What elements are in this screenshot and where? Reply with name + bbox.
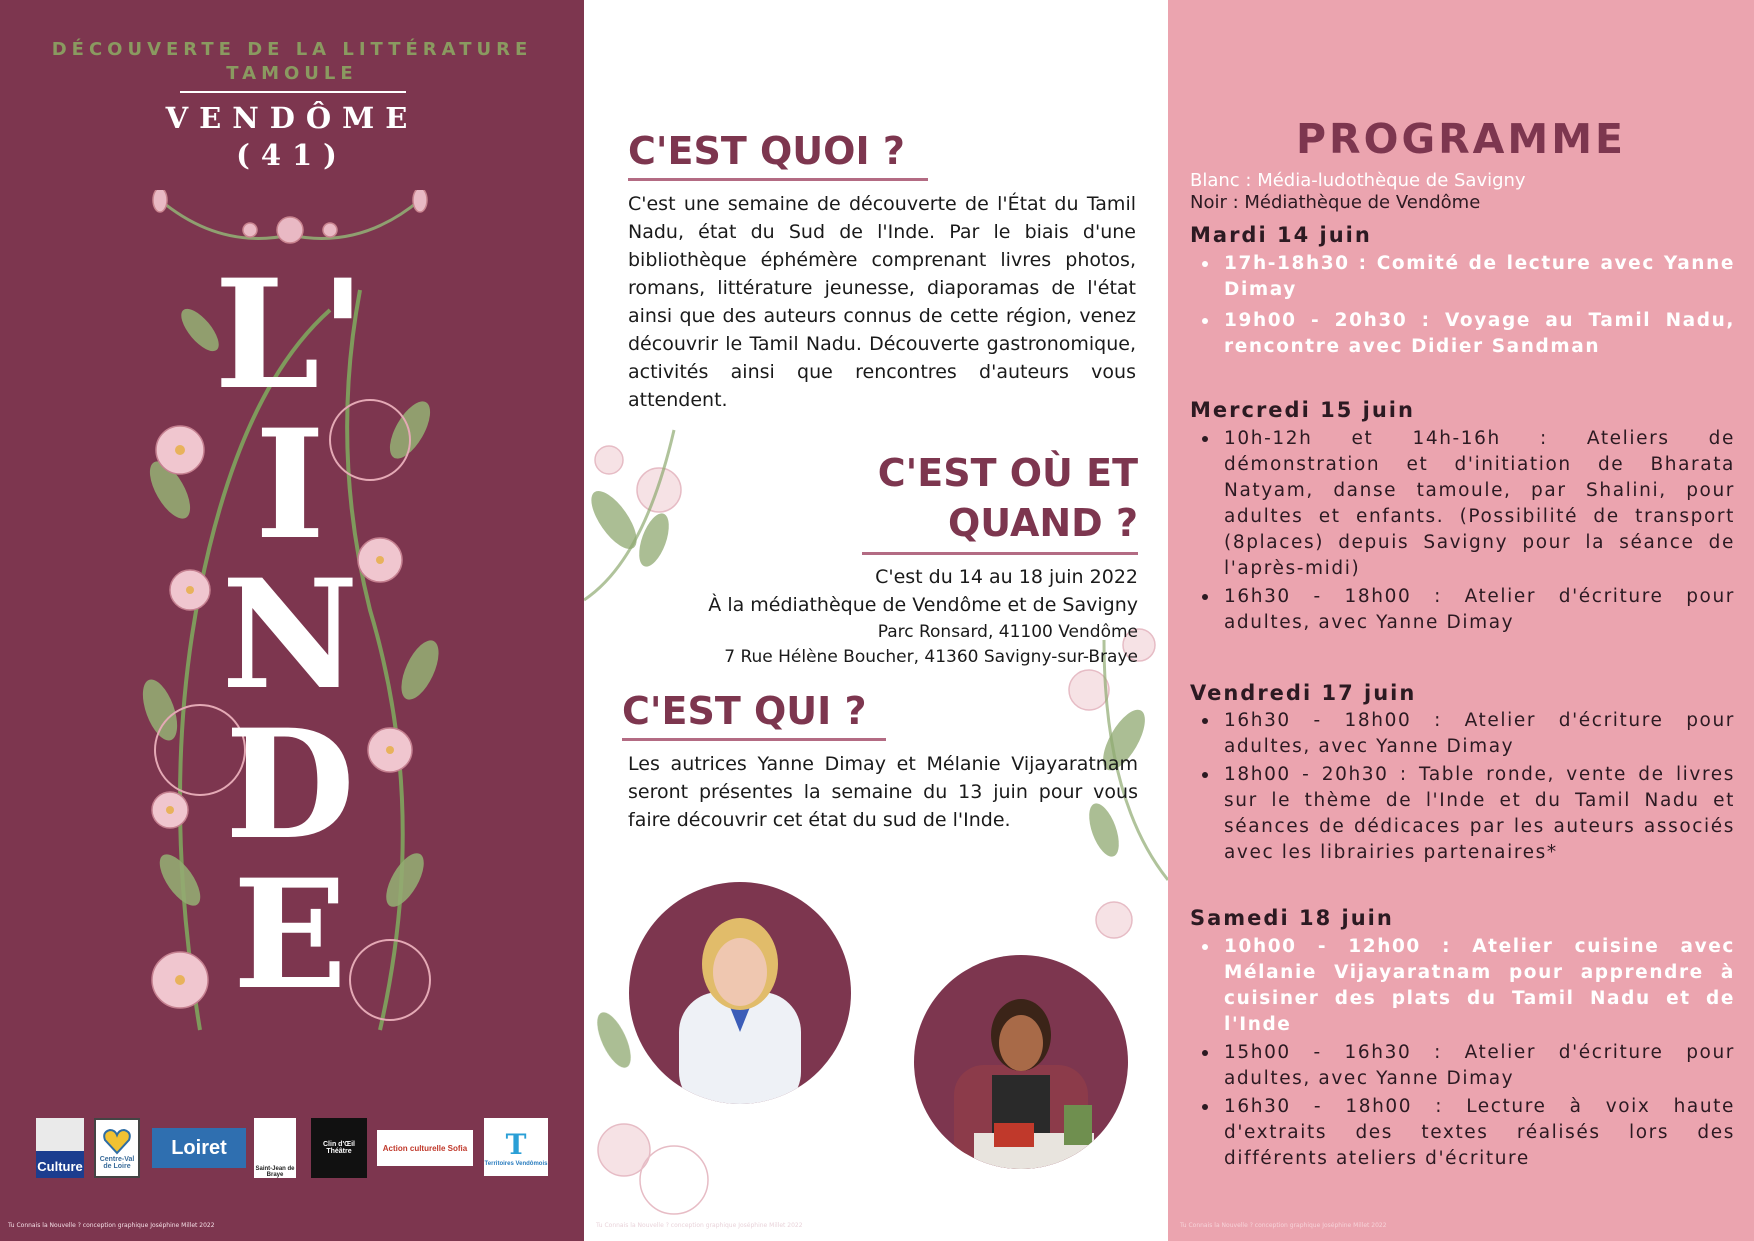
legend-black-venue: Noir : Médiathèque de Vendôme	[1190, 192, 1481, 213]
heading-underline	[862, 552, 1138, 555]
title-letter: L'	[214, 247, 366, 423]
legend-white-venue: Blanc : Média-ludothèque de Savigny	[1190, 170, 1526, 191]
title-letter: E	[232, 847, 348, 1023]
event-item: 18h00 - 20h30 : Table ronde, vente de livres sur le thème de l'Inde et du Tamil Nadu et séances de dédicaces par les auteurs associés avec les librairies partenaires*	[1190, 762, 1735, 866]
cover-credit: Tu Connais la Nouvelle ? conception graphique Joséphine Millet 2022	[8, 1222, 215, 1229]
logo-centre-val-de-loire: Centre-Val de Loire	[94, 1118, 140, 1178]
day-events	[1190, 708, 1735, 866]
logo-loiret: Loiret	[152, 1128, 246, 1168]
program-panel	[1168, 0, 1754, 1241]
logo-sofia: Action culturelle Sofia	[377, 1130, 473, 1166]
program-credit: Tu Connais la Nouvelle ? conception graphique Joséphine Millet 2022	[1180, 1222, 1387, 1229]
title-letter: D	[224, 697, 356, 873]
partner-logos	[36, 1118, 556, 1178]
where-heading-line1: C'EST OÙ ET	[877, 451, 1138, 495]
program-title: PROGRAMME	[1295, 115, 1627, 163]
section-heading-where-2	[948, 498, 1138, 548]
section-heading-who: C'EST QUI ?	[622, 689, 867, 733]
cover-subtitle: DÉCOUVERTE DE LA LITTÉRATURE TAMOULE	[51, 39, 533, 84]
logo-saint-jean-de-braye: Saint-Jean de Braye	[254, 1118, 296, 1178]
logo-culture: Culture	[36, 1118, 84, 1178]
where-dates: C'est du 14 au 18 juin 2022	[875, 566, 1138, 588]
heading-underline	[622, 738, 886, 741]
day-heading: Vendredi 17 juin	[1190, 681, 1417, 705]
day-heading: Mercredi 15 juin	[1190, 398, 1415, 422]
day-heading: Mardi 14 juin	[1190, 223, 1372, 247]
day-events	[1190, 934, 1735, 1172]
logo-territoires-vendomois: T Territoires Vendômois	[484, 1118, 548, 1176]
event-item: 15h00 - 16h30 : Atelier d'écriture pour adultes, avec Yanne Dimay	[1190, 1040, 1735, 1092]
city-department: (41)	[236, 138, 348, 172]
author-portrait	[914, 955, 1128, 1169]
author-portrait	[629, 882, 851, 1104]
where-address-savigny: 7 Rue Hélène Boucher, 41360 Savigny-sur-Braye	[724, 647, 1138, 667]
territoires-mark: T	[505, 1127, 527, 1161]
title-letter: N	[221, 547, 359, 723]
where-heading-line2: QUAND ?	[947, 501, 1138, 545]
city-name: VENDÔME	[165, 101, 419, 135]
cover-divider	[180, 91, 406, 93]
section-heading-where	[878, 448, 1138, 498]
heart-icon	[102, 1126, 132, 1156]
day-events	[1190, 251, 1735, 360]
cover-city	[140, 100, 444, 174]
author-photo-melanie-vijayaratnam	[914, 955, 1128, 1169]
event-item: 17h-18h30 : Comité de lecture avec Yanne Dimay	[1190, 251, 1735, 303]
who-description: Les autrices Yanne Dimay et Mélanie Vijayaratnam seront présentes la semaine du 13 juin pour vous faire découvrir cet état du sud de l'Inde.	[628, 753, 1138, 831]
where-venue: À la médiathèque de Vendôme et de Savigny	[708, 594, 1138, 616]
cover-panel	[0, 0, 584, 1241]
heading-underline	[628, 178, 928, 181]
what-description: C'est une semaine de découverte de l'État du Tamil Nadu, état du Sud de l'Inde. Par le biais d'une bibliothèque éphémère comprenant livres photos, romans, littérature jeunesse, diaporamas de l'état ainsi que des auteurs connus de cette région, venez découvrir le Tamil Nadu. Découverte gastronomique, activités ainsi que rencontres d'auteurs vous attendent.	[628, 193, 1136, 411]
cover-title	[170, 247, 410, 1023]
info-panel	[584, 0, 1168, 1241]
day-events	[1190, 426, 1735, 636]
event-item: 16h30 - 18h00 : Atelier d'écriture pour adultes, avec Yanne Dimay	[1190, 584, 1735, 636]
info-credit: Tu Connais la Nouvelle ? conception graphique Joséphine Millet 2022	[596, 1222, 803, 1229]
event-item: 19h00 - 20h30 : Voyage au Tamil Nadu, rencontre avec Didier Sandman	[1190, 308, 1735, 360]
day-heading: Samedi 18 juin	[1190, 906, 1394, 930]
title-letter: I	[254, 397, 326, 573]
author-photo-yanne-dimay	[629, 882, 851, 1104]
event-item: 10h-12h et 14h-16h : Ateliers de démonstration et d'initiation de Bharata Natyam, danse tamoule, par Shalini, pour adultes et enfants. (Possibilité de transport (8places) depuis Savigny pour la séance de l'après-midi)	[1190, 426, 1735, 582]
event-item: 16h30 - 18h00 : Atelier d'écriture pour adultes, avec Yanne Dimay	[1190, 708, 1735, 760]
event-item: 16h30 - 18h00 : Lecture à voix haute d'extraits des textes réalisés lors des différents ateliers d'écriture	[1190, 1094, 1735, 1172]
section-heading-what: C'EST QUOI ?	[628, 129, 905, 173]
logo-clin-doeil-theatre: Clin d'Œil Théâtre	[311, 1118, 367, 1178]
where-address-vendome: Parc Ronsard, 41100 Vendôme	[877, 622, 1138, 642]
event-item: 10h00 - 12h00 : Atelier cuisine avec Mélanie Vijayaratnam pour apprendre à cuisiner des plats du Tamil Nadu et de l'Inde	[1190, 934, 1735, 1038]
